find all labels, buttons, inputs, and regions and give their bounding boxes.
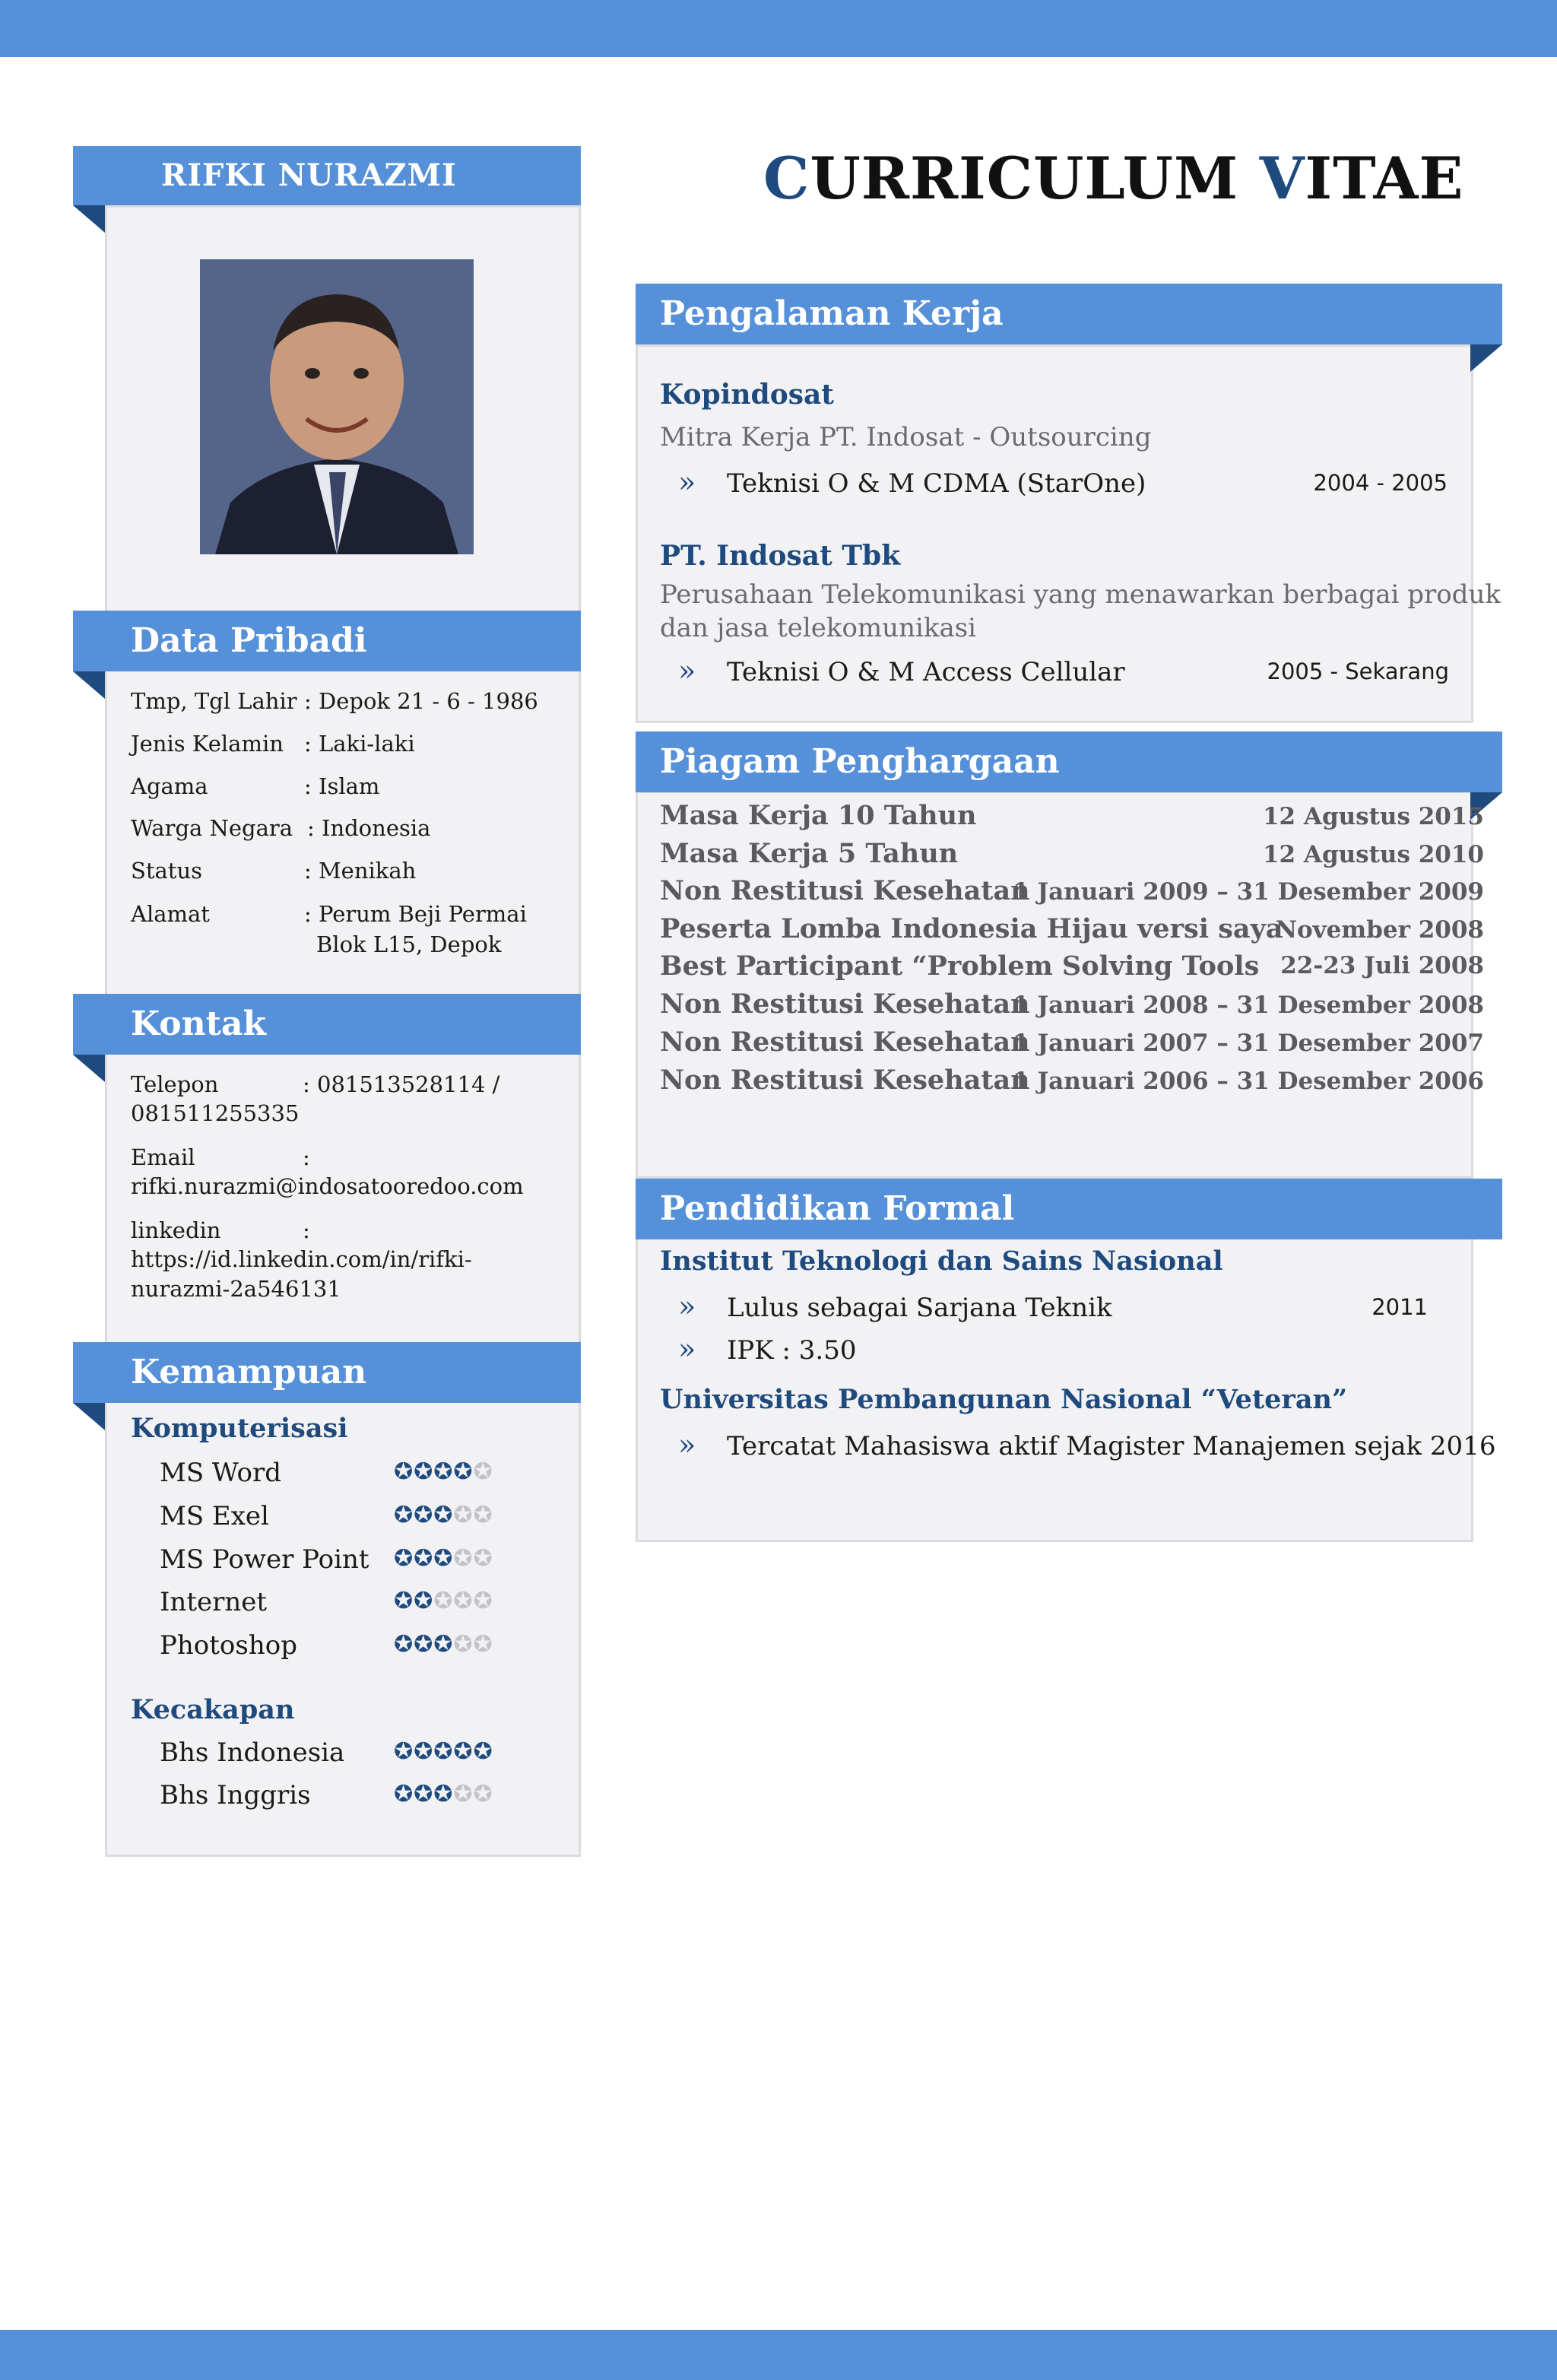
job-years: 2004 - 2005 <box>1313 470 1448 496</box>
section-title: Pendidikan Formal <box>660 1189 1015 1228</box>
company-name: Kopindosat <box>660 379 834 411</box>
info-value: Blok L15, Depok <box>316 931 502 957</box>
skill-rating-stars <box>394 1781 493 1807</box>
komputerisasi-heading: Komputerisasi <box>131 1413 348 1444</box>
star-filled-icon: ✪ <box>433 1545 454 1572</box>
info-colon: : <box>303 1144 310 1170</box>
star-filled-icon: ✪ <box>414 1781 434 1807</box>
star-empty-icon: ✪ <box>473 1502 493 1528</box>
school-name: Institut Teknologi dan Sains Nasional <box>660 1246 1223 1277</box>
section-title: Pengalaman Kerja <box>660 294 1004 333</box>
star-filled-icon: ✪ <box>414 1738 434 1765</box>
star-empty-icon: ✪ <box>453 1545 474 1572</box>
star-empty-icon: ✪ <box>473 1588 493 1614</box>
star-empty-icon: ✪ <box>453 1588 474 1614</box>
bullet-chevron-icon: » <box>678 465 696 499</box>
ribbon-fold <box>73 671 105 699</box>
star-filled-icon: ✪ <box>473 1738 493 1765</box>
linkedin-link[interactable]: https://id.linkedin.com/in/rifki- <box>131 1246 472 1272</box>
skill-name: MS Exel <box>160 1501 269 1531</box>
star-empty-icon: ✪ <box>453 1781 474 1807</box>
name-ribbon <box>73 146 581 205</box>
skill-name: Internet <box>160 1587 268 1617</box>
page-title: CURRICULUM VITAE <box>763 144 1464 212</box>
star-filled-icon: ✪ <box>394 1631 414 1658</box>
skill-rating-stars <box>394 1545 493 1572</box>
award-date: 12 Agustus 2015 <box>1262 803 1484 830</box>
bullet-chevron-icon: » <box>678 1290 696 1323</box>
kecakapan-heading: Kecakapan <box>131 1694 295 1725</box>
email-value[interactable]: rifki.nurazmi@indosatooredoo.com <box>131 1173 524 1199</box>
star-empty-icon: ✪ <box>473 1781 493 1807</box>
info-value: : Indonesia <box>307 815 431 841</box>
star-empty-icon: ✪ <box>473 1631 493 1658</box>
star-filled-icon: ✪ <box>433 1781 454 1807</box>
education-item: » Tercatat Mahasiswa aktif Magister Manajemen sejak 2016 <box>678 1428 1496 1461</box>
star-filled-icon: ✪ <box>414 1631 434 1658</box>
phone-value: : 081513528114 / <box>303 1071 500 1097</box>
section-kontak <box>73 994 581 1055</box>
job-role: » Teknisi O & M CDMA (StarOne) <box>678 465 1146 499</box>
info-value: : Menikah <box>304 858 417 884</box>
linkedin-link[interactable]: nurazmi-2a546131 <box>131 1276 341 1302</box>
award-title: Non Restitusi Kesehatan <box>660 1065 1030 1096</box>
graduation-year: 2011 <box>1371 1294 1428 1320</box>
bullet-chevron-icon: » <box>678 1428 696 1461</box>
info-label: Status <box>131 858 203 884</box>
star-filled-icon: ✪ <box>453 1738 474 1765</box>
award-date: 1 Januari 2008 – 31 Desember 2008 <box>1013 992 1484 1019</box>
star-filled-icon: ✪ <box>433 1502 454 1528</box>
award-title: Masa Kerja 5 Tahun <box>660 838 959 869</box>
skill-rating-stars <box>394 1588 493 1614</box>
section-title: Kontak <box>131 1004 266 1043</box>
star-empty-icon: ✪ <box>433 1588 454 1614</box>
bottom-color-bar <box>0 2330 1557 2380</box>
company-description: Mitra Kerja PT. Indosat - Outsourcing <box>660 422 1152 452</box>
star-filled-icon: ✪ <box>394 1545 414 1572</box>
ribbon-fold <box>73 1055 105 1082</box>
star-filled-icon: ✪ <box>453 1458 474 1485</box>
bullet-chevron-icon: » <box>678 1332 696 1366</box>
job-years: 2005 - Sekarang <box>1267 658 1449 684</box>
section-title: Piagam Penghargaan <box>660 742 1060 781</box>
award-date: 12 Agustus 2010 <box>1262 841 1484 868</box>
skill-name: MS Power Point <box>160 1544 369 1575</box>
award-title: Peserta Lomba Indonesia Hijau versi saya <box>660 913 1283 944</box>
star-filled-icon: ✪ <box>394 1458 414 1485</box>
section-data-pribadi <box>73 611 581 671</box>
star-filled-icon: ✪ <box>414 1502 434 1528</box>
star-empty-icon: ✪ <box>453 1502 474 1528</box>
info-label: linkedin <box>131 1217 221 1243</box>
star-filled-icon: ✪ <box>414 1458 434 1485</box>
info-label: Agama <box>131 773 208 799</box>
section-title: Data Pribadi <box>131 621 367 660</box>
section-piagam-penghargaan <box>636 731 1502 792</box>
info-label: Tmp, Tgl Lahir <box>131 688 297 714</box>
star-empty-icon: ✪ <box>473 1458 493 1485</box>
education-item: » IPK : 3.50 <box>678 1332 857 1366</box>
info-colon: : <box>303 1217 310 1243</box>
award-date: 22-23 Juli 2008 <box>1280 952 1484 979</box>
education-item: » Lulus sebagai Sarjana Teknik <box>678 1290 1112 1323</box>
section-pengalaman-kerja <box>636 284 1502 344</box>
person-name: RIFKI NURAZMI <box>161 157 457 193</box>
ribbon-fold <box>73 205 105 233</box>
skill-name: Bhs Indonesia <box>160 1737 345 1768</box>
award-date: November 2008 <box>1275 916 1484 944</box>
section-kemampuan <box>73 1342 581 1403</box>
top-color-bar <box>0 0 1557 57</box>
star-filled-icon: ✪ <box>433 1631 454 1658</box>
profile-photo <box>200 259 474 554</box>
company-description: dan jasa telekomunikasi <box>660 613 977 643</box>
award-title: Best Participant “Problem Solving Tools <box>660 950 1260 982</box>
award-title: Masa Kerja 10 Tahun <box>660 800 977 831</box>
company-description: Perusahaan Telekomunikasi yang menawarkan berbagai produk <box>660 579 1501 610</box>
skill-rating-stars <box>394 1631 493 1658</box>
person-silhouette-icon <box>200 259 474 554</box>
star-empty-icon: ✪ <box>473 1545 493 1572</box>
star-filled-icon: ✪ <box>433 1738 454 1765</box>
info-label: Warga Negara <box>131 815 293 841</box>
section-title: Kemampuan <box>131 1353 367 1392</box>
star-filled-icon: ✪ <box>394 1738 414 1765</box>
info-label: Telepon <box>131 1071 219 1097</box>
skill-rating-stars <box>394 1738 493 1765</box>
email-row <box>131 1142 572 1206</box>
phone-row <box>131 1069 557 1133</box>
info-value: : Laki-laki <box>304 731 415 757</box>
company-name: PT. Indosat Tbk <box>660 540 901 572</box>
award-title: Non Restitusi Kesehatan <box>660 988 1030 1020</box>
star-filled-icon: ✪ <box>394 1781 414 1807</box>
award-title: Non Restitusi Kesehatan <box>660 875 1030 906</box>
info-label: Alamat <box>131 901 210 927</box>
star-filled-icon: ✪ <box>414 1588 434 1614</box>
award-date: 1 Januari 2006 – 31 Desember 2006 <box>1013 1068 1484 1095</box>
school-name: Universitas Pembangunan Nasional “Veteran” <box>660 1384 1348 1415</box>
info-value: : Perum Beji Permai <box>304 901 527 927</box>
info-value: : Islam <box>304 773 380 799</box>
star-filled-icon: ✪ <box>394 1588 414 1614</box>
job-role: » Teknisi O & M Access Cellular <box>678 654 1125 687</box>
info-value: : Depok 21 - 6 - 1986 <box>304 688 538 714</box>
skill-name: Photoshop <box>160 1630 297 1661</box>
star-filled-icon: ✪ <box>414 1545 434 1572</box>
linkedin-row <box>131 1215 572 1308</box>
phone-value: 081511255335 <box>131 1100 300 1126</box>
award-date: 1 Januari 2009 – 31 Desember 2009 <box>1013 878 1484 906</box>
info-label: Jenis Kelamin <box>131 731 284 757</box>
skill-name: Bhs Inggris <box>160 1780 311 1810</box>
section-pendidikan-formal <box>636 1179 1502 1239</box>
star-empty-icon: ✪ <box>453 1631 474 1658</box>
skill-rating-stars <box>394 1502 493 1528</box>
star-filled-icon: ✪ <box>433 1458 454 1485</box>
award-title: Non Restitusi Kesehatan <box>660 1027 1030 1058</box>
skill-name: MS Word <box>160 1458 282 1488</box>
award-date: 1 Januari 2007 – 31 Desember 2007 <box>1013 1030 1484 1057</box>
ribbon-fold <box>73 1403 105 1430</box>
info-row <box>131 899 557 963</box>
star-filled-icon: ✪ <box>394 1502 414 1528</box>
info-label: Email <box>131 1144 195 1170</box>
ribbon-fold <box>1470 344 1502 372</box>
skill-rating-stars <box>394 1458 493 1485</box>
bullet-chevron-icon: » <box>678 654 696 687</box>
